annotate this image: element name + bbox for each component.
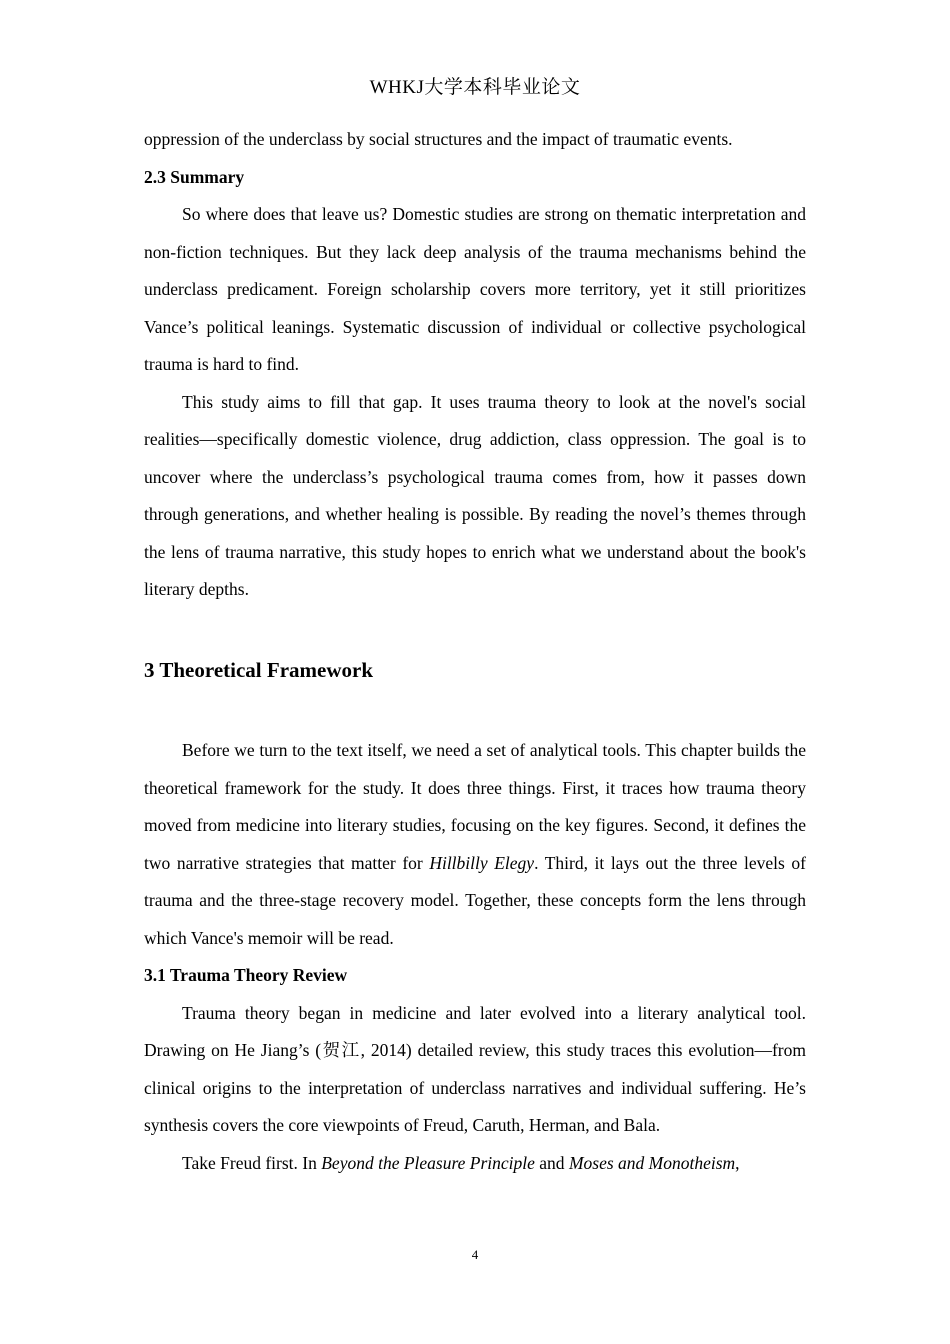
paragraph-summary-1: So where does that leave us? Domestic studies are strong on thematic interpretation and non-fiction techniques. But they lack deep analysis of the trauma mechanisms behind the underclass predicament. Foreign scholarship covers more territory, yet it still prioritizes Vance’s political leanings. Systematic discussion of individual or collective psychological trauma is hard to find. [144,204,806,374]
book-title-italic: Beyond the Pleasure Principle [321,1152,535,1173]
section-heading-2-3: 2.3 Summary [144,166,245,187]
page-body [144,121,806,1182]
spacer [144,689,806,732]
paragraph-summary-2: This study aims to fill that gap. It uses trauma theory to look at the novel's social realities—specifically domestic violence, drug addiction, class oppression. The goal is to uncover where the underclass’s psychological trauma comes from, how it passes down through generations, and whether healing is possible. By reading the novel’s themes through the lens of trauma narrative, this study hopes to enrich what we understand about the book's literary depths. [144,391,806,599]
page-number: 4 [471,1247,479,1262]
running-header: WHKJ大学本科毕业论文 [369,77,581,98]
spacer [144,609,806,652]
text-run: , [735,1152,740,1173]
book-title-italic: Hillbilly Elegy [429,852,535,873]
text-run: Before we turn to the text itself, we need a set of analytical tools. This chapter builds the theoretical framework for the study. It does three things. First, it traces how trauma theory moved from medicine into literary studies, focusing on the key figures. Second, it defines the two narrative strategies that matter for [144,740,806,873]
text-run: Take Freud first. In [182,1152,322,1173]
paragraph-trauma-review: Trauma theory began in medicine and later evolved into a literary analytical tool. Drawing on He Jiang’s (贺江, 2014) detailed review, this study traces this evolution—from clinical origins to the interpretation of underclass narratives and individual suffering. He’s synthesis covers the core viewpoints of Freud, Caruth, Herman, and Bala. [144,1002,806,1135]
paragraph-continuation: oppression of the underclass by social structures and the impact of traumatic events. [144,129,733,149]
text-run: . Third, it lays out the three levels of trauma and the three-stage recovery model. Together, these concepts form the lens through which Vance's memoir will be read. [144,852,806,948]
book-title-italic: Moses and Monotheism [568,1152,736,1173]
paragraph-freud [144,1145,806,1183]
text-run: and [534,1152,569,1173]
chapter-heading-3: 3 Theoretical Framework [144,657,374,682]
paragraph-framework-intro [144,732,806,957]
section-heading-3-1: 3.1 Trauma Theory Review [144,965,348,985]
